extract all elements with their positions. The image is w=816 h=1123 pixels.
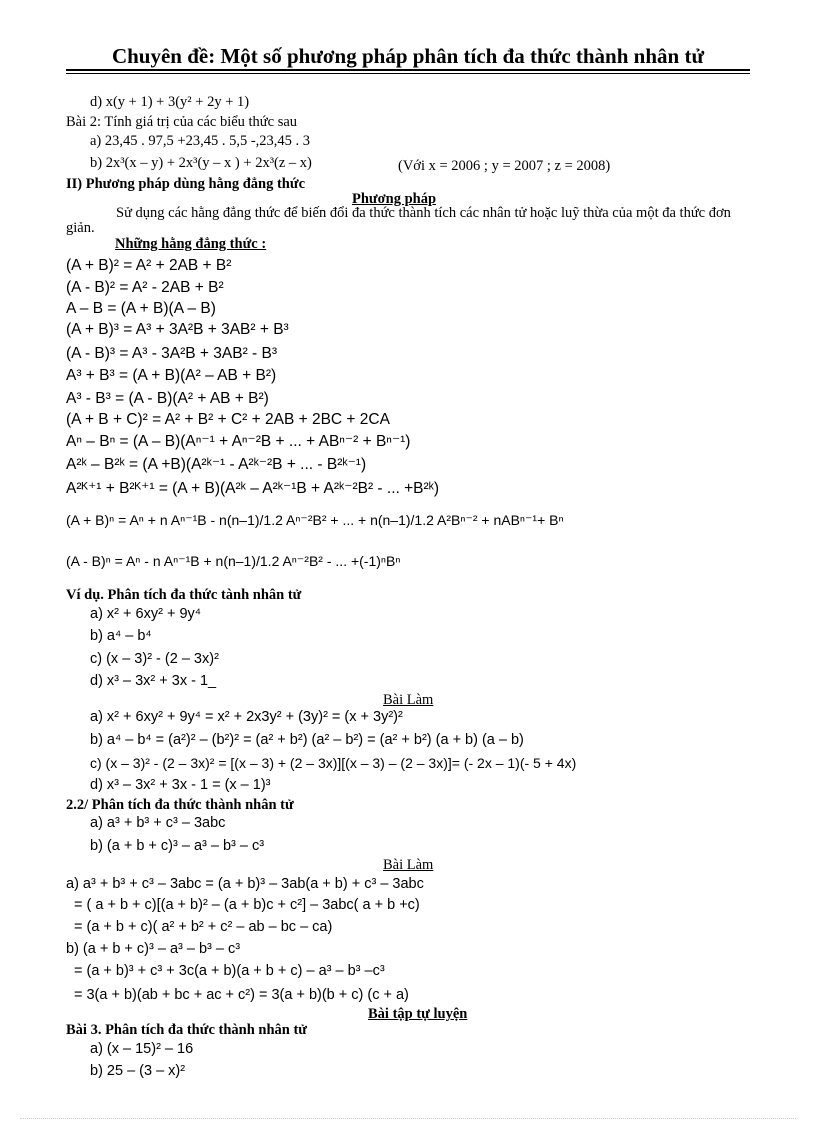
identity: (A + B + C)² = A² + B² + C² + 2AB + 2BC + 2CA xyxy=(66,411,390,428)
example-item: c) (x – 3)² - (2 – 3x)² xyxy=(90,651,219,667)
identity: (A - B)ⁿ = Aⁿ - n Aⁿ⁻¹B + n(n–1)/1.2 Aⁿ⁻²B² - ... +(-1)ⁿBⁿ xyxy=(66,553,401,569)
solution-item: d) x³ – 3x² + 3x - 1 = (x – 1)³ xyxy=(90,777,271,793)
example-item: a) x² + 6xy² + 9y⁴ xyxy=(90,606,201,622)
solution-item: = ( a + b + c)[(a + b)² – (a + b)c + c²] – 3abc( a + b +c) xyxy=(74,897,420,913)
page-bottom-border xyxy=(20,1118,796,1119)
identity: (A + B)³ = A³ + 3A²B + 3AB² + B³ xyxy=(66,321,289,338)
exercise-line: d) x(y + 1) + 3(y² + 2y + 1) xyxy=(90,94,250,110)
identity: A³ - B³ = (A - B)(A² + AB + B²) xyxy=(66,390,269,407)
exercise-line: a) 23,45 . 97,5 +23,45 . 5,5 -,23,45 . 3 xyxy=(90,133,311,149)
example-item: b) a⁴ – b⁴ xyxy=(90,628,152,644)
identities-heading: Những hằng đẳng thức : xyxy=(115,236,267,252)
identity: (A + B)² = A² + 2AB + B² xyxy=(66,257,232,274)
exercise-item: a) a³ + b³ + c³ – 3abc xyxy=(90,815,226,831)
title-rule-thin xyxy=(66,73,750,74)
solution-item: a) x² + 6xy² + 9y⁴ = x² + 2x3y² + (3y)² = (x + 3y²)² xyxy=(90,709,403,725)
exercise-item: b) (a + b + c)³ – a³ – b³ – c³ xyxy=(90,838,265,854)
solution-heading: Bài Làm xyxy=(383,692,434,708)
example-heading: Ví dụ. Phân tích đa thức tành nhân tử xyxy=(66,587,302,603)
section-heading: 2.2/ Phân tích đa thức thành nhân tử xyxy=(66,797,294,813)
solution-item: b) a⁴ – b⁴ = (a²)² – (b²)² = (a² + b²) (a² – b²) = (a² + b²) (a + b) (a – b) xyxy=(90,732,524,748)
document-title: Chuyên đề: Một số phương pháp phân tích đa thức thành nhân tử xyxy=(111,44,705,68)
exercise-heading: Bài 3. Phân tích đa thức thành nhân tử xyxy=(66,1022,308,1038)
identity: Aⁿ – Bⁿ = (A – B)(Aⁿ⁻¹ + Aⁿ⁻²B + ... + ABⁿ⁻² + Bⁿ⁻¹) xyxy=(66,433,411,450)
solution-item: = (a + b)³ + c³ + 3c(a + b)(a + b + c) – a³ – b³ –c³ xyxy=(74,963,385,979)
identity: A³ + B³ = (A + B)(A² – AB + B²) xyxy=(66,367,277,384)
practice-heading: Bài tập tự luyện xyxy=(368,1006,468,1022)
solution-heading: Bài Làm xyxy=(383,857,434,873)
identity: A – B = (A + B)(A – B) xyxy=(66,300,216,317)
exercise-line: b) 2x³(x – y) + 2x³(y – x ) + 2x³(z – x) xyxy=(90,155,312,171)
solution-item: c) (x – 3)² - (2 – 3x)² = [(x – 3) + (2 – 3x)][(x – 3) – (2 – 3x)]= (- 2x – 1)(- 5 + 4x) xyxy=(90,755,577,771)
method-paragraph: Sử dụng các hằng đẳng thức để biến đổi đa thức thành tích các nhân tử hoặc luỹ thừa của một đa thức đơn giản. xyxy=(66,205,731,236)
solution-item: = (a + b + c)( a² + b² + c² – ab – bc – ca) xyxy=(74,919,333,935)
identity: (A - B)³ = A³ - 3A²B + 3AB² - B³ xyxy=(66,345,278,362)
exercise-item: a) (x – 15)² – 16 xyxy=(90,1041,194,1057)
subheading: Phương pháp xyxy=(352,191,437,207)
identity: (A + B)ⁿ = Aⁿ + n Aⁿ⁻¹B - n(n–1)/1.2 Aⁿ⁻²B² + ... + n(n–1)/1.2 A²Bⁿ⁻² + nABⁿ⁻¹+ Bⁿ xyxy=(66,512,564,528)
solution-item: b) (a + b + c)³ – a³ – b³ – c³ xyxy=(66,941,241,957)
identity: A²ᴷ⁺¹ + B²ᴷ⁺¹ = (A + B)(A²ᵏ – A²ᵏ⁻¹B + A²ᵏ⁻²B² - ... +B²ᵏ) xyxy=(66,480,440,497)
identity: A²ᵏ – B²ᵏ = (A +B)(A²ᵏ⁻¹ - A²ᵏ⁻²B + ... - B²ᵏ⁻¹) xyxy=(66,456,367,473)
solution-item: a) a³ + b³ + c³ – 3abc = (a + b)³ – 3ab(a + b) + c³ – 3abc xyxy=(66,876,424,892)
example-item: d) x³ – 3x² + 3x - 1_ xyxy=(90,673,217,689)
title-rule xyxy=(66,69,750,71)
exercise-condition: (Với x = 2006 ; y = 2007 ; z = 2008) xyxy=(398,158,611,174)
exercise-heading: Bài 2: Tính giá trị của các biểu thức sau xyxy=(66,114,298,130)
solution-item: = 3(a + b)(ab + bc + ac + c²) = 3(a + b)(b + c) (c + a) xyxy=(74,987,409,1003)
exercise-item: b) 25 – (3 – x)² xyxy=(90,1063,186,1079)
section-heading: II) Phương pháp dùng hằng đẳng thức xyxy=(66,176,306,192)
identity: (A - B)² = A² - 2AB + B² xyxy=(66,279,224,296)
